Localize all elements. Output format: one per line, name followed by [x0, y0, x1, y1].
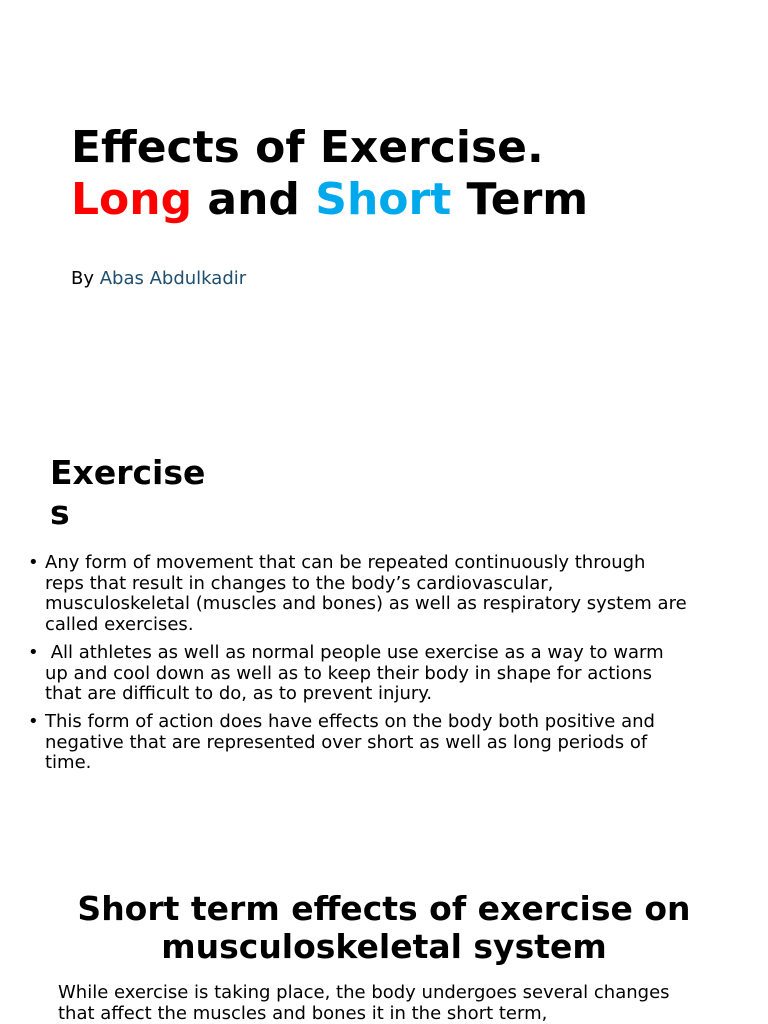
bullet-text: All athletes as well as normal people use exercise as a way to warm up and cool down as well as to keep their body in shape for actions that are difficult to do, as to prevent injury. [45, 641, 670, 705]
title-line-2 [71, 174, 588, 226]
exercises-slide [0, 420, 768, 852]
short-term-slide [0, 852, 768, 1024]
short-term-body: While exercise is taking place, the body undergoes several changes that affect the muscles and bones it in the short term, [58, 982, 670, 1024]
byline [71, 267, 246, 291]
title-slide [0, 0, 768, 420]
title-word-and: and [192, 174, 316, 225]
short-term-title: Short term effects of exercise on musculoskeletal system [77, 889, 691, 966]
bullet-text: Any form of movement that can be repeated continuously through reps that result in changes to the body’s cardiovascular, musculoskeletal (muscles and bones) as well as respiratory system are called exercises. [45, 552, 693, 636]
bullet-icon: • [28, 552, 39, 573]
bullet-item [28, 712, 688, 774]
bullet-item [28, 552, 693, 636]
title-word-long: Long [71, 174, 193, 225]
bullet-item [28, 643, 688, 705]
author-name: Abas Abdulkadir [99, 268, 247, 289]
bullet-list [28, 552, 693, 781]
bullet-icon: • [28, 710, 39, 732]
title-line-1: Effects of Exercise. [71, 122, 544, 173]
bullet-text: This form of action does have effects on the body both positive and negative that are represented over short as well as long periods of time. [45, 710, 661, 774]
by-label: By [71, 268, 100, 289]
title-word-short: Short [315, 174, 452, 225]
bullet-icon: • [28, 641, 39, 663]
exercises-heading: Exercises [50, 453, 206, 532]
title-word-term: Term [451, 174, 589, 225]
